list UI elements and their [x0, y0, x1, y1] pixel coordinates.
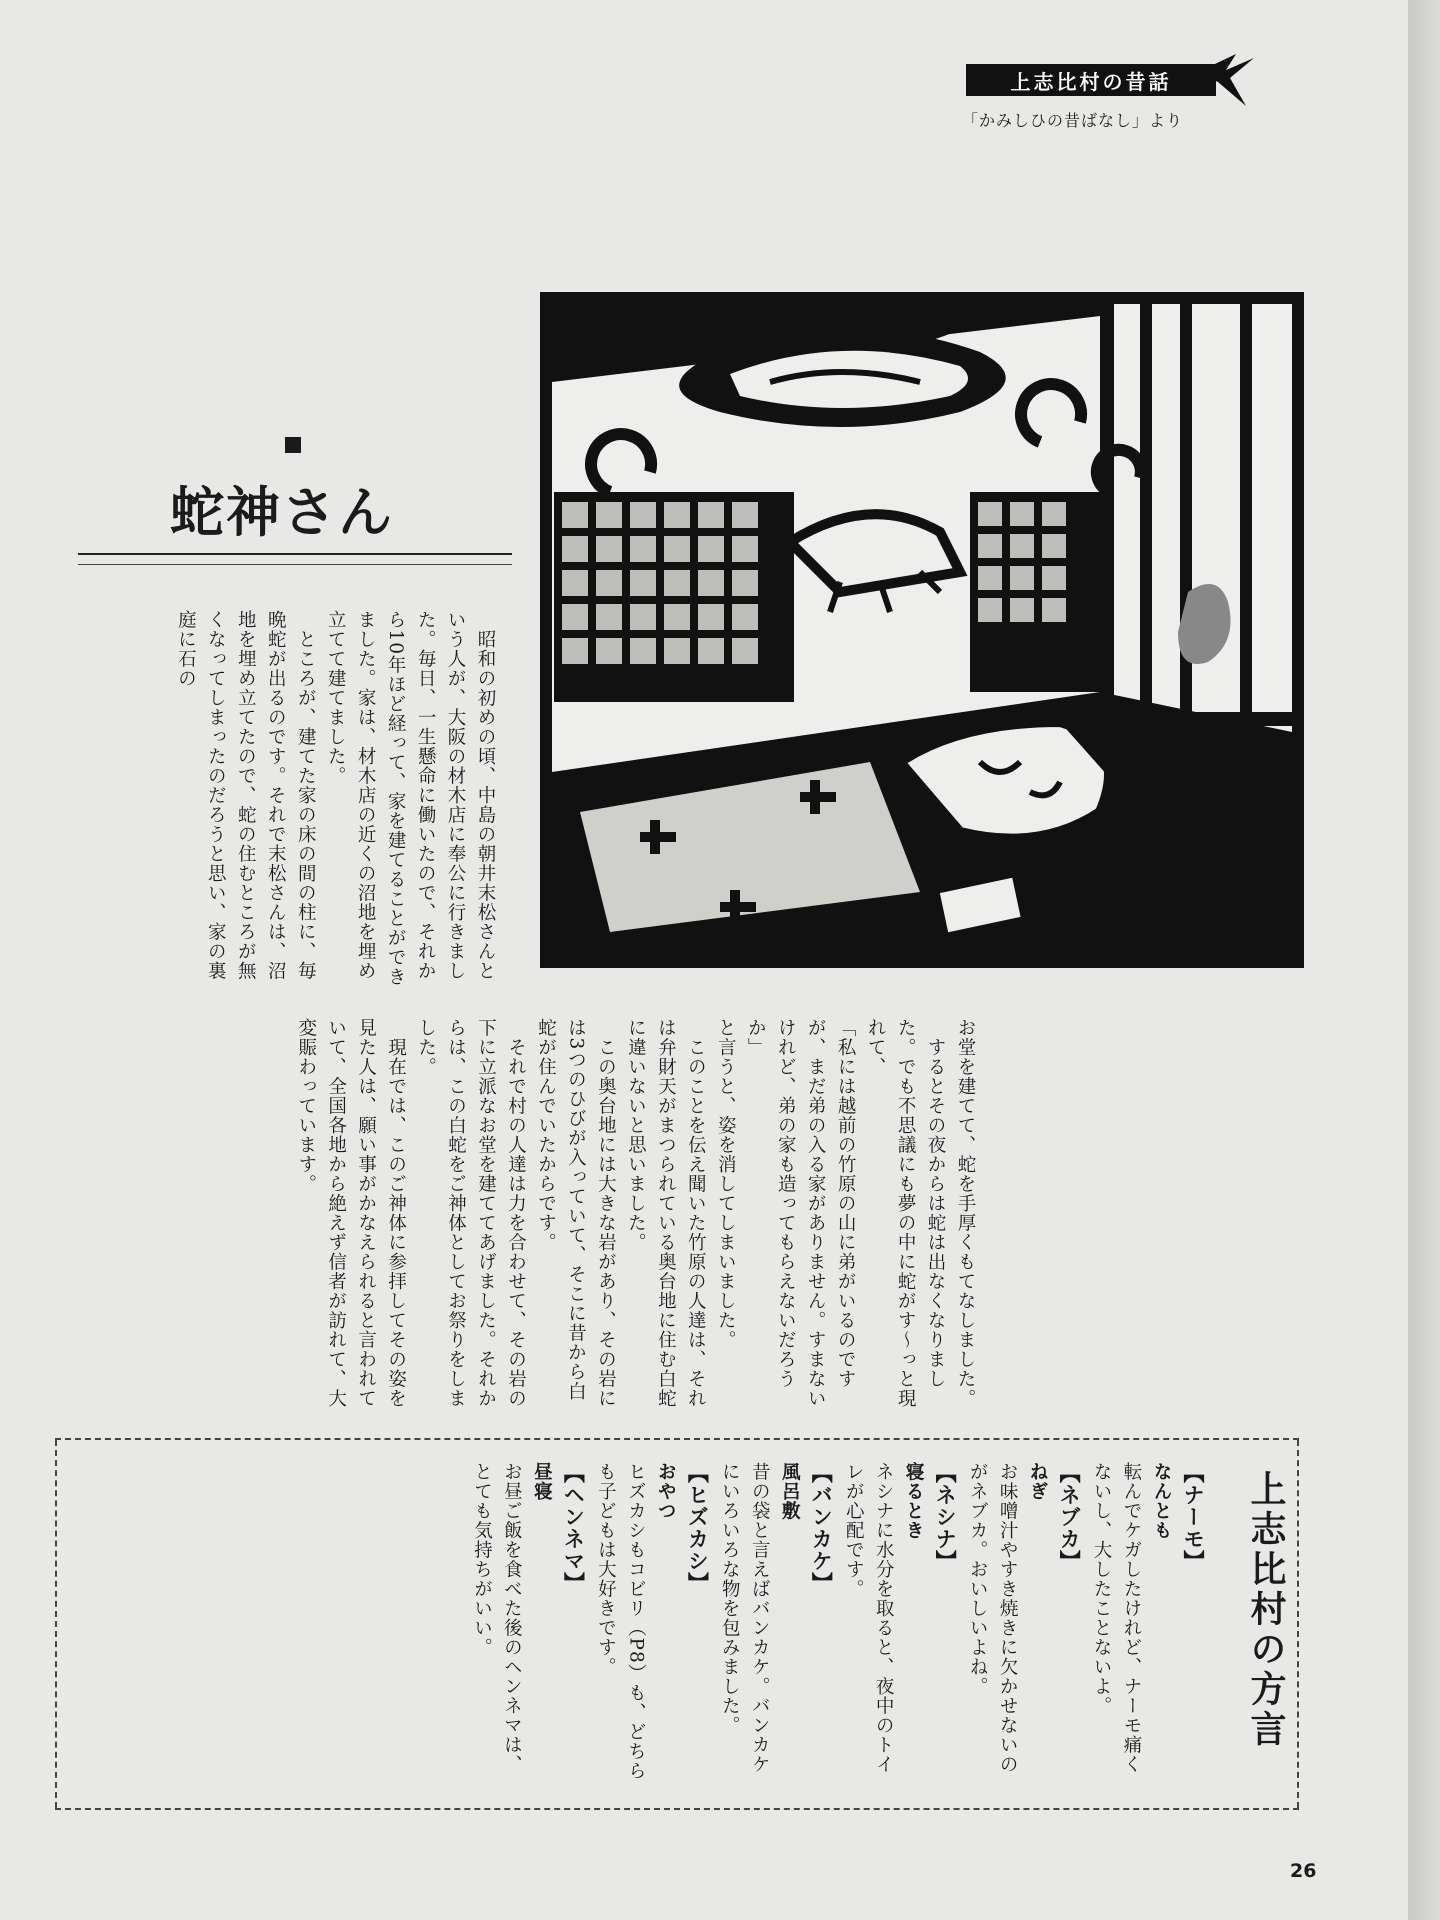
- swallow-icon: [1196, 52, 1256, 108]
- dialect-example: お昼ご飯を食べた後のヘンネマは、とても気持ちがいい。: [471, 1462, 523, 1774]
- dialect-term: 【バンカケ】: [809, 1462, 834, 1594]
- dialect-example: ヒズカシもコビリ（P8）も、どちらも子どもは大好きです。: [595, 1462, 647, 1781]
- dialect-term: 【ネシナ】: [933, 1462, 958, 1572]
- dialect-meaning: 昼寝: [531, 1462, 553, 1501]
- story-title: 蛇神さん: [170, 480, 394, 544]
- dialect-example: ネシナに水分を取ると、夜中のトイレが心配です。: [843, 1462, 895, 1774]
- woodcut-illustration: [540, 292, 1304, 968]
- title-square-marker: [285, 437, 301, 453]
- story-column-a: 昭和の初めの頃、中島の朝井末松さんという人が、大阪の材木店に奉公に行きました。毎日、一生懸命に働いたので、それから10年ほど経って、家を建てることができました。家は、材木店の近くの沼地を埋め立てて建てました。 ところが、建てた家の床の間の柱に、毎晩蛇が出るのです。それで末松さんは、沼地を埋め立てたので、蛇の住むところが無くなってしまったのだろうと思い、家の裏庭に石の: [175, 610, 496, 987]
- dialect-entry: [590, 1462, 714, 1792]
- dialect-entry: [838, 1462, 962, 1792]
- dialect-example: お味噌汁やすき焼きに欠かせないのがネブカ。おいしいよね。: [967, 1462, 1019, 1774]
- dialect-meaning: おやつ: [655, 1462, 677, 1521]
- dialect-list: [80, 1462, 1210, 1792]
- dialect-entry: [466, 1462, 590, 1792]
- dialect-term: 【ナーモ】: [1181, 1462, 1205, 1572]
- dialect-example: 転んでケガしたけれど、ナーモ痛くないし、大したことないよ。: [1091, 1462, 1143, 1774]
- dialect-meaning: ねぎ: [1027, 1462, 1049, 1501]
- dialect-term: 【ネブカ】: [1057, 1462, 1082, 1572]
- page-number: 26: [1290, 1860, 1317, 1882]
- dialect-meaning: 寝るとき: [903, 1462, 925, 1540]
- dialect-entry: [962, 1462, 1086, 1792]
- dialect-term: 【ヒズカシ】: [685, 1462, 710, 1594]
- dialect-example: 昔の袋と言えばバンカケ。バンカケにいろいろな物を包みました。: [719, 1462, 771, 1774]
- dialect-term: 【ヘンネマ】: [561, 1462, 586, 1594]
- source-note: 「かみしひの昔ばなし」より: [962, 111, 1184, 130]
- series-banner: [960, 60, 1260, 100]
- dialect-meaning: 風呂敷: [779, 1462, 801, 1521]
- title-underline: [78, 553, 512, 565]
- page-edge: [1408, 0, 1440, 1920]
- story-column-b: お堂を建てて、蛇を手厚くもてなしました。 するとその夜からは蛇は出なくなりました。でも不思議にも夢の中に蛇がす～っと現れて、 「私には越前の竹原の山に弟がいるのですが、まだ弟の入る家がありません。すまないけれど、弟の家も造ってもらえないだろうか」 と言うと、姿を消してしまいました。 このことを伝え聞いた竹原の人達は、それは弁財天がまつられている奥台地に住む白蛇に違いないと思いました。 この奥台地には大きな岩があり、その岩には3つのひびが入っていて、そこに昔から白蛇が住んでいたからです。 それで村の人達は力を合わせて、その岩の下に立派なお堂を建ててあげました。それからは、この白蛇をご神体としてお祭りをしました。 現在では、このご神体に参拝してその姿を見た人は、願い事がかなえられると言われていて、全国各地から絶えず信者が訪れて、大変賑わっています。: [295, 1018, 976, 1408]
- series-title: 上志比村の昔話: [966, 64, 1216, 96]
- dialect-entry: [714, 1462, 838, 1792]
- dialect-title: 上志比村の方言: [1245, 1470, 1287, 1750]
- dialect-entry: [1086, 1462, 1210, 1792]
- dialect-meaning: なんとも: [1150, 1462, 1172, 1540]
